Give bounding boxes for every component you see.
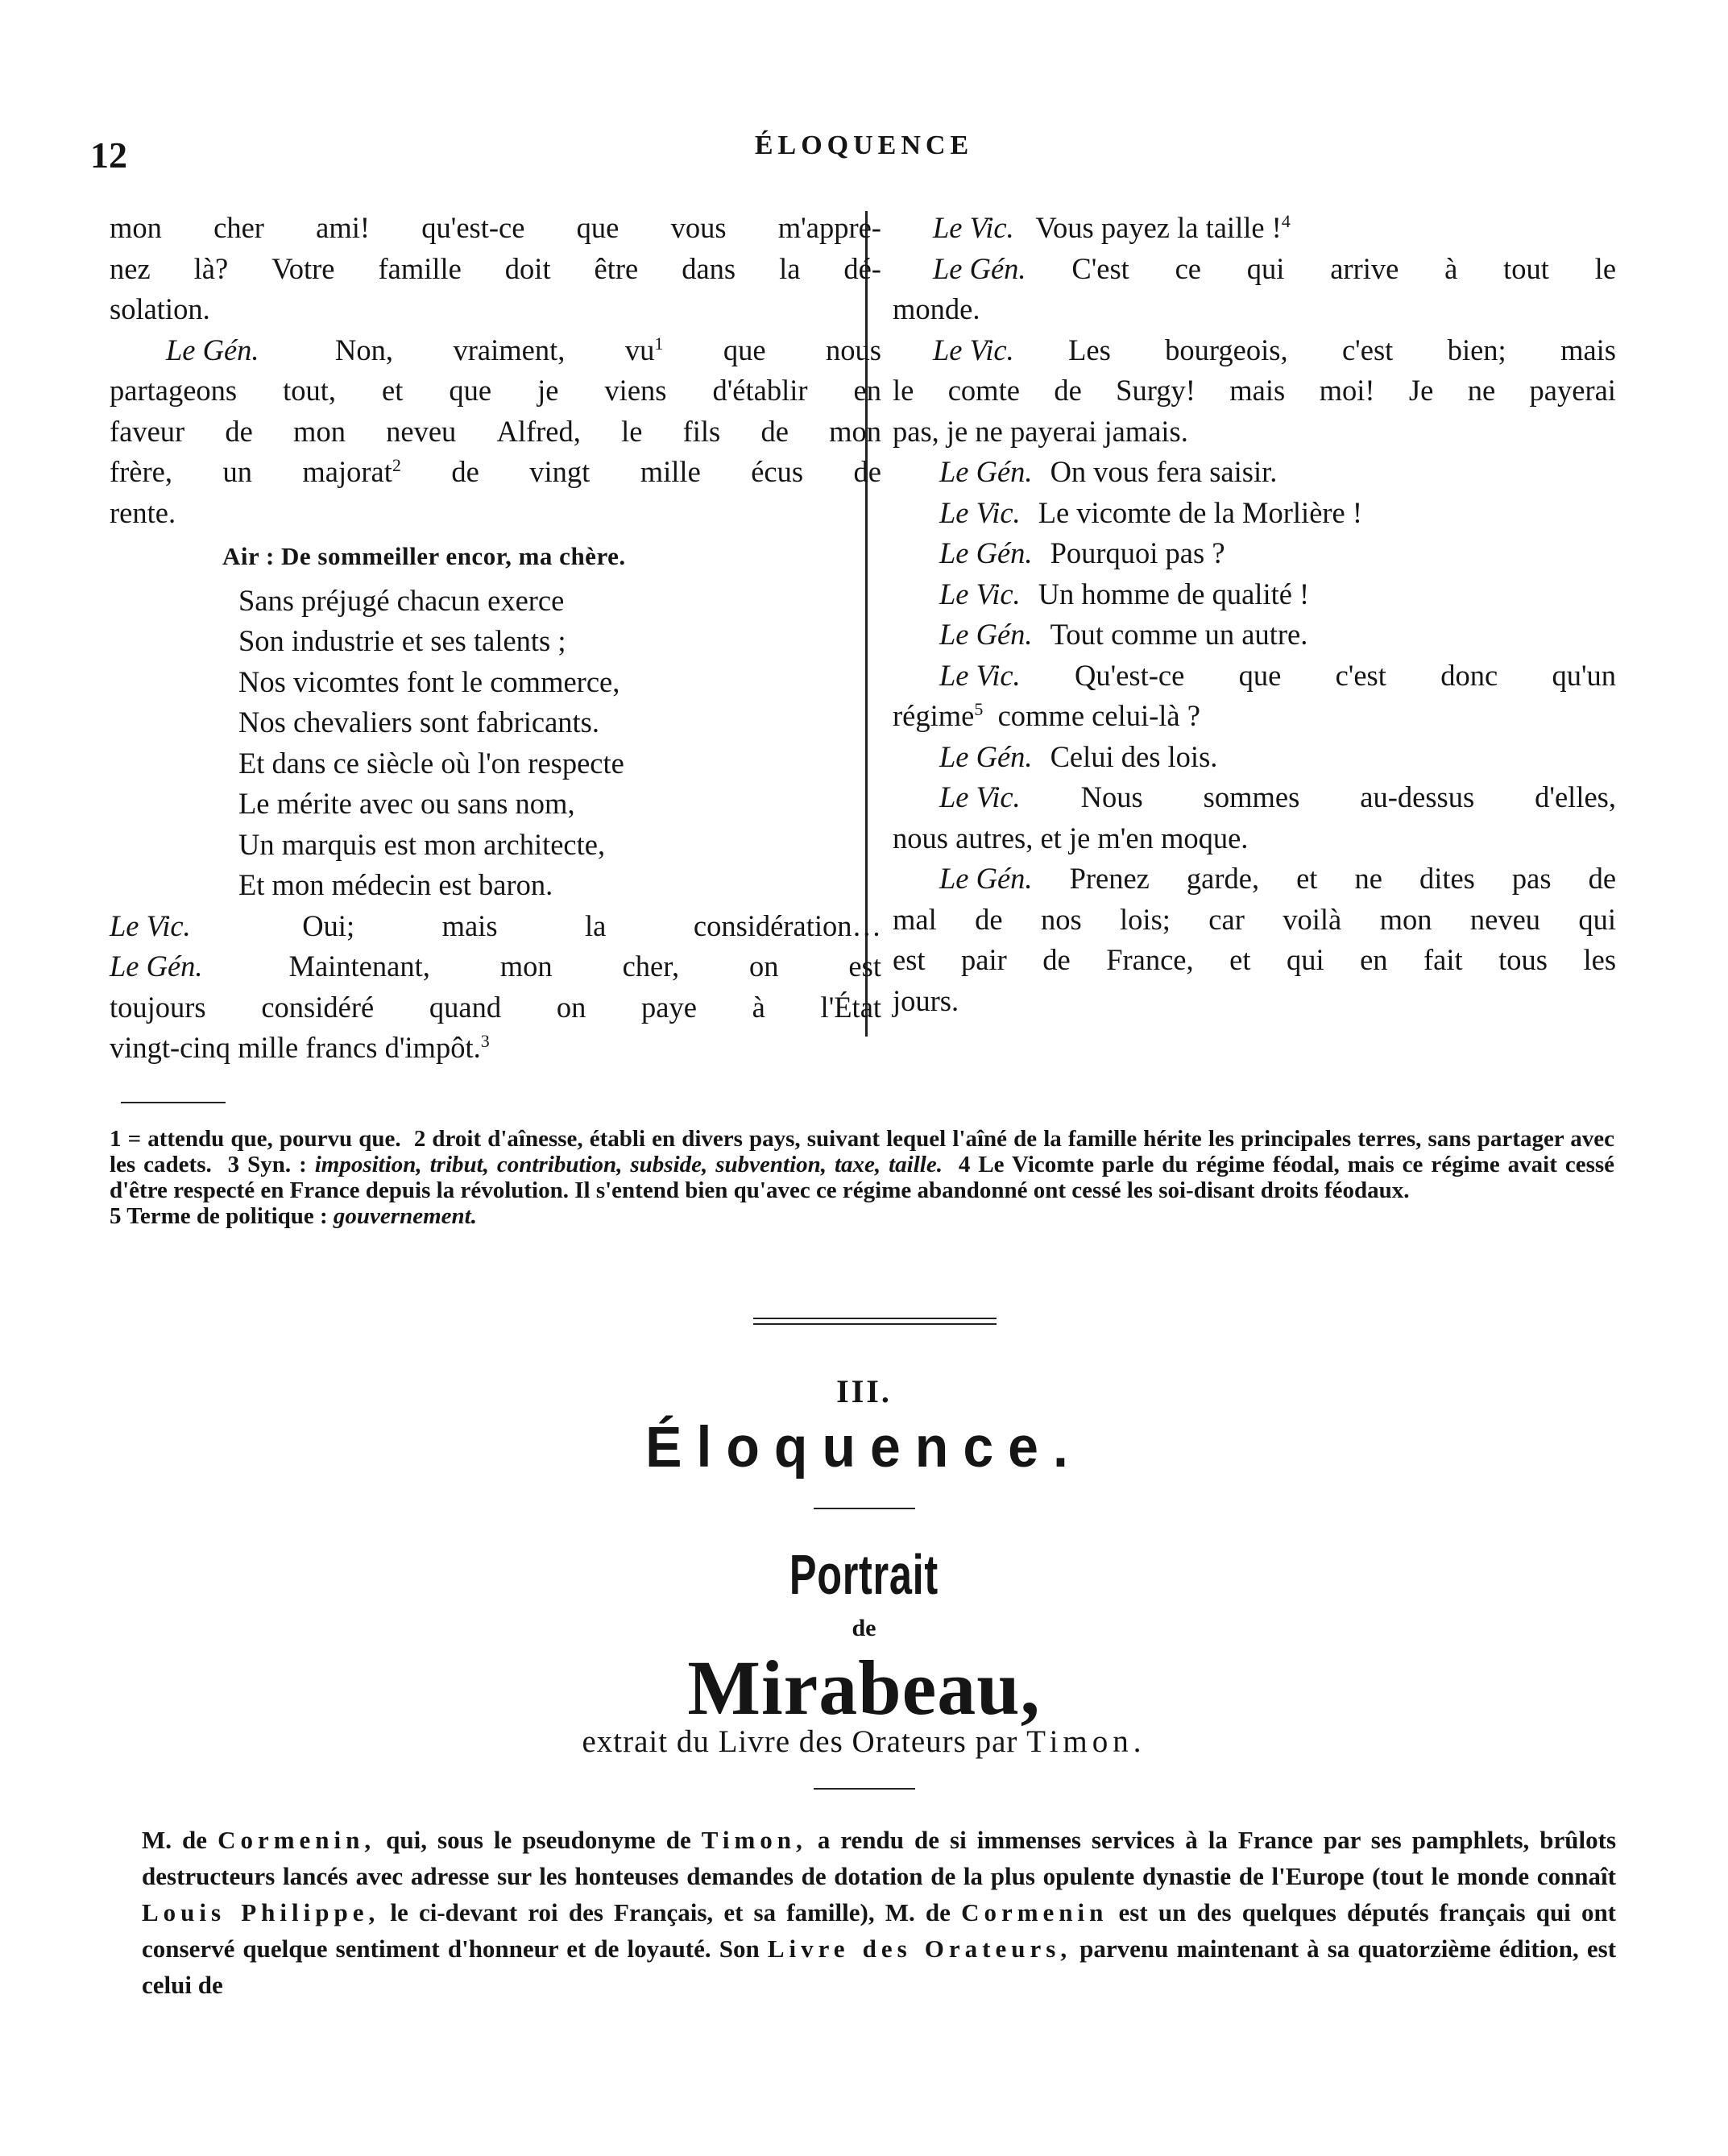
word: ne	[1354, 862, 1382, 895]
footnote-4: 4 Le Vicomte parle du régime féodal, mais ce régime avait cessé d'être respecté en France depuis la révolution. Il s'entend bien qu'avec ce régime abandonné ont cessé les soi-disant droits féodaux.	[110, 1152, 1615, 1203]
footnote-ref: 2	[392, 454, 401, 475]
footnote-ref: 3	[480, 1030, 490, 1051]
verse-line: Son industrie et ses talents ;	[238, 624, 566, 657]
word: mais	[1229, 374, 1286, 407]
section-number: III.	[836, 1373, 892, 1409]
word: et	[1296, 862, 1318, 895]
word: dans	[682, 251, 736, 285]
word: tout	[1503, 251, 1549, 285]
text-line: nous autres, et je m'en moque.	[893, 821, 1249, 855]
word: car	[1208, 902, 1245, 936]
word: le	[621, 414, 643, 448]
word: Surgy!	[1116, 374, 1196, 407]
word: tous	[1498, 943, 1548, 976]
word: fils	[682, 414, 721, 448]
word: que	[1238, 658, 1282, 692]
section-source: extrait du Livre des Orateurs par Timon.	[582, 1724, 1146, 1759]
word: écus	[751, 455, 804, 488]
word: qu'un	[1552, 658, 1617, 692]
word: qui	[1246, 251, 1285, 285]
word: Alfred,	[496, 414, 581, 448]
text-line: vingt-cinq mille francs d'impôt.$^3$	[110, 1030, 490, 1064]
word: Non,	[335, 333, 394, 366]
word: Les	[1068, 333, 1111, 366]
word: frère,	[110, 455, 172, 488]
word: arrive	[1330, 251, 1399, 285]
footnote-5: gouvernement.	[333, 1203, 477, 1229]
speaker-label: Le Vic.	[939, 495, 1021, 529]
footnote-ref: 1	[654, 333, 664, 354]
dialogue-line	[110, 330, 881, 371]
word: toujours	[110, 990, 206, 1024]
footnote-rule	[121, 1102, 226, 1103]
word: Votre	[271, 251, 335, 285]
word: on	[749, 950, 779, 983]
page-number: 12	[90, 134, 127, 176]
dialogue-line	[893, 656, 1616, 697]
speaker-label: Le Gén.	[933, 251, 1026, 285]
word: paye	[641, 990, 697, 1024]
speaker-label: Le Gén.	[939, 618, 1033, 651]
word: C'est	[1071, 251, 1129, 285]
word: donc	[1440, 658, 1498, 692]
word: de	[975, 902, 1003, 936]
text-line	[110, 370, 881, 412]
text-line: solation.	[110, 292, 210, 325]
word: mon	[110, 211, 162, 244]
word: être	[594, 251, 639, 285]
word: à	[752, 990, 765, 1024]
text-line	[110, 208, 881, 249]
speaker-label: Le Vic.	[939, 658, 1021, 692]
word: ce	[1175, 251, 1201, 285]
word: sommes	[1203, 780, 1300, 813]
section-de: de	[852, 1615, 876, 1641]
word: bourgeois,	[1165, 333, 1288, 366]
left-column	[110, 208, 881, 1069]
dialogue-line	[893, 330, 1616, 371]
word: est	[893, 943, 926, 976]
text-line	[893, 370, 1616, 412]
verse-line: Sans préjugé chacun exerce	[238, 583, 565, 617]
dialogue-line	[893, 777, 1616, 818]
word: et	[382, 374, 404, 407]
word: Qu'est-ce	[1074, 658, 1185, 692]
verse-line: Un marquis est mon architecte,	[238, 827, 606, 861]
word: que	[449, 374, 492, 407]
speaker-label: Le Vic.	[939, 577, 1021, 610]
word: considération…	[693, 908, 882, 942]
word: mon	[829, 414, 881, 448]
section-rule	[753, 1318, 997, 1319]
verse-line: Nos chevaliers sont fabricants.	[238, 706, 599, 739]
dialogue-line	[893, 859, 1616, 900]
section-rule	[814, 1508, 915, 1509]
speaker-label: Le Vic.	[933, 333, 1014, 366]
section-name: Mirabeau,	[687, 1645, 1041, 1731]
speaker-label: Le Gén.	[110, 950, 203, 983]
speaker-label: Le Gén.	[939, 455, 1033, 488]
word: Oui;	[302, 908, 355, 942]
word: d'elles,	[1535, 780, 1616, 813]
word: de	[853, 455, 881, 488]
speaker-label: Le Gén.	[166, 333, 259, 366]
speaker-label: Le Vic.	[110, 908, 191, 942]
word: les	[1583, 943, 1617, 976]
word: viens	[604, 374, 667, 407]
word: qui	[1286, 943, 1324, 976]
word: c'est	[1335, 658, 1386, 692]
word: à	[1444, 251, 1458, 285]
word: comte	[947, 374, 1020, 407]
word: Maintenant,	[288, 950, 430, 983]
word: nez	[110, 251, 151, 285]
word: quand	[429, 990, 502, 1024]
text-line	[110, 412, 881, 453]
intro-paragraph: M. de Cormenin, qui, sous le pseudonyme de Timon, a rendu de si immenses services à la France par ses pamphlets, brûlots destructeurs lancés avec adresse sur les honteuses demandes de dotation de la plus opulente dynastie de l'Europe (tout le monde connaît Louis Philippe, le ci-devant roi des Français, et sa famille), M. de Cormenin est un des quelques députés français qui ont conservé quelque sentiment d'honneur et de loyauté. Son Livre des Orateurs, parvenu maintenant à sa quatorzième édition, est celui de	[142, 1826, 1617, 1999]
speaker-label: Le Vic.	[933, 211, 1014, 244]
word: neveu	[386, 414, 457, 448]
word: lois;	[1120, 902, 1171, 936]
word: mon	[293, 414, 346, 448]
word: tout,	[283, 374, 337, 407]
verse-line: Et dans ce siècle où l'on respecte	[238, 746, 624, 780]
word: Prenez	[1069, 862, 1150, 895]
word: est	[848, 950, 881, 983]
section-subtitle: Portrait	[789, 1543, 939, 1606]
word: de	[1042, 943, 1071, 976]
word: en	[853, 374, 881, 407]
footnote-ref: 4	[1281, 210, 1291, 231]
verse-line: Nos vicomtes font le commerce,	[238, 664, 620, 698]
text-line	[110, 987, 881, 1028]
footnote-ref: 5	[974, 698, 984, 719]
dialogue-line: Le Gén. Celui des lois.	[939, 739, 1218, 773]
text-line: jours.	[893, 983, 959, 1017]
word: dé-	[843, 251, 881, 285]
word: au-dessus	[1360, 780, 1475, 813]
word: que	[576, 211, 620, 244]
word: d'établir	[712, 374, 808, 407]
dialogue-line: Le Vic. Le vicomte de la Morlière !	[939, 495, 1363, 529]
text-line	[893, 940, 1616, 981]
word: vraiment,	[453, 333, 566, 366]
word: ne	[1467, 374, 1496, 407]
word: nos	[1040, 902, 1082, 936]
word: de	[451, 455, 479, 488]
word: que	[723, 333, 766, 366]
word: là?	[193, 251, 229, 285]
section-title: Éloquence.	[645, 1415, 1083, 1479]
word: mal	[893, 902, 937, 936]
section-rule	[814, 1788, 915, 1790]
speaker-label: Le Vic.	[939, 780, 1021, 813]
word: pas	[1511, 862, 1552, 895]
verse-line: Et mon médecin est baron.	[238, 868, 553, 901]
footnote-2: 2 droit d'aînesse, établi en divers pays, suivant lequel l'aîné de la famille hérite les principales terres, sans partager avec les cadets.	[110, 1126, 1614, 1177]
word: qui	[1578, 902, 1617, 936]
word: majorat$^2$	[302, 454, 401, 488]
right-column	[893, 208, 1616, 1021]
word: famille	[378, 251, 462, 285]
dialogue-line: Le Gén. On vous fera saisir.	[939, 455, 1278, 488]
dialogue-line: Le Vic. Un homme de qualité !	[939, 577, 1310, 610]
dialogue-line: Le Gén. Tout comme un autre.	[939, 618, 1308, 651]
word: de	[760, 414, 789, 448]
word: de	[1588, 862, 1617, 895]
word: cher	[213, 211, 264, 244]
word: bien;	[1447, 333, 1506, 366]
speaker-label: Le Gén.	[939, 862, 1033, 895]
word: mon	[1379, 902, 1432, 936]
text-line: rente.	[110, 495, 176, 529]
word: m'appre-	[777, 211, 881, 244]
word: le	[1594, 251, 1617, 285]
word: un	[222, 455, 252, 488]
word: cher,	[622, 950, 680, 983]
word: garde,	[1186, 862, 1260, 895]
dialogue-line	[893, 249, 1616, 290]
word: le	[893, 374, 914, 407]
text-line: monde.	[893, 292, 980, 325]
speaker-label: Le Gén.	[939, 739, 1033, 773]
word: payerai	[1529, 374, 1616, 407]
footnote-3-label: 3 Syn. :	[227, 1152, 307, 1177]
footnotes	[110, 1126, 1614, 1229]
footnote-3: imposition, tribut, contribution, subside, subvention, taxe, taille.	[314, 1152, 943, 1177]
word: pair	[961, 943, 1007, 976]
text-line	[110, 249, 881, 290]
text-line	[893, 900, 1616, 941]
word: ami!	[316, 211, 371, 244]
word: vous	[670, 211, 727, 244]
word: Nous	[1080, 780, 1143, 813]
speaker-label: Le Gén.	[939, 536, 1033, 569]
word: et	[1229, 943, 1251, 976]
dialogue-line	[110, 906, 881, 947]
running-title: ÉLOQUENCE	[754, 130, 974, 160]
footnote-1: 1 = attendu que, pourvu que.	[110, 1126, 401, 1152]
dialogue-line: Le Gén. Pourquoi pas ?	[939, 536, 1225, 569]
air-heading: Air : De sommeiller encor, ma chère.	[222, 542, 626, 570]
text-line: régime$^5$ comme celui-là ?	[893, 698, 1200, 732]
word: partageons	[110, 374, 238, 407]
word: mille	[640, 455, 701, 488]
word: France,	[1106, 943, 1194, 976]
word: vingt	[529, 455, 591, 488]
word: mais	[441, 908, 498, 942]
word: faveur	[110, 414, 185, 448]
word: $vu^1$	[624, 333, 664, 366]
word: je	[537, 374, 559, 407]
word: l'État	[820, 990, 882, 1024]
text-line	[110, 452, 881, 493]
word: mon	[499, 950, 553, 983]
verse-line: Le mérite avec ou sans nom,	[238, 787, 575, 820]
word: c'est	[1341, 333, 1394, 366]
dialogue-line: Le Vic. Vous payez la taille !$^4$	[933, 210, 1291, 244]
dialogue-line	[110, 946, 881, 987]
word: fait	[1423, 943, 1463, 976]
word: dites	[1419, 862, 1475, 895]
word: on	[556, 990, 586, 1024]
word: Je	[1408, 374, 1434, 407]
word: de	[225, 414, 253, 448]
section-rule	[753, 1323, 997, 1325]
footnote-5-label: 5 Terme de politique :	[110, 1203, 328, 1229]
verse-block	[238, 581, 881, 906]
word: qu'est-ce	[421, 211, 525, 244]
word: mais	[1560, 333, 1617, 366]
text-line: pas, je ne payerai jamais.	[893, 414, 1188, 448]
word: neveu	[1469, 902, 1541, 936]
word: doit	[504, 251, 551, 285]
word: la	[779, 251, 801, 285]
word: nous	[826, 333, 881, 366]
word: la	[585, 908, 607, 942]
word: considéré	[261, 990, 375, 1024]
word: moi!	[1319, 374, 1375, 407]
word: voilà	[1283, 902, 1342, 936]
word: de	[1054, 374, 1082, 407]
word: en	[1360, 943, 1388, 976]
